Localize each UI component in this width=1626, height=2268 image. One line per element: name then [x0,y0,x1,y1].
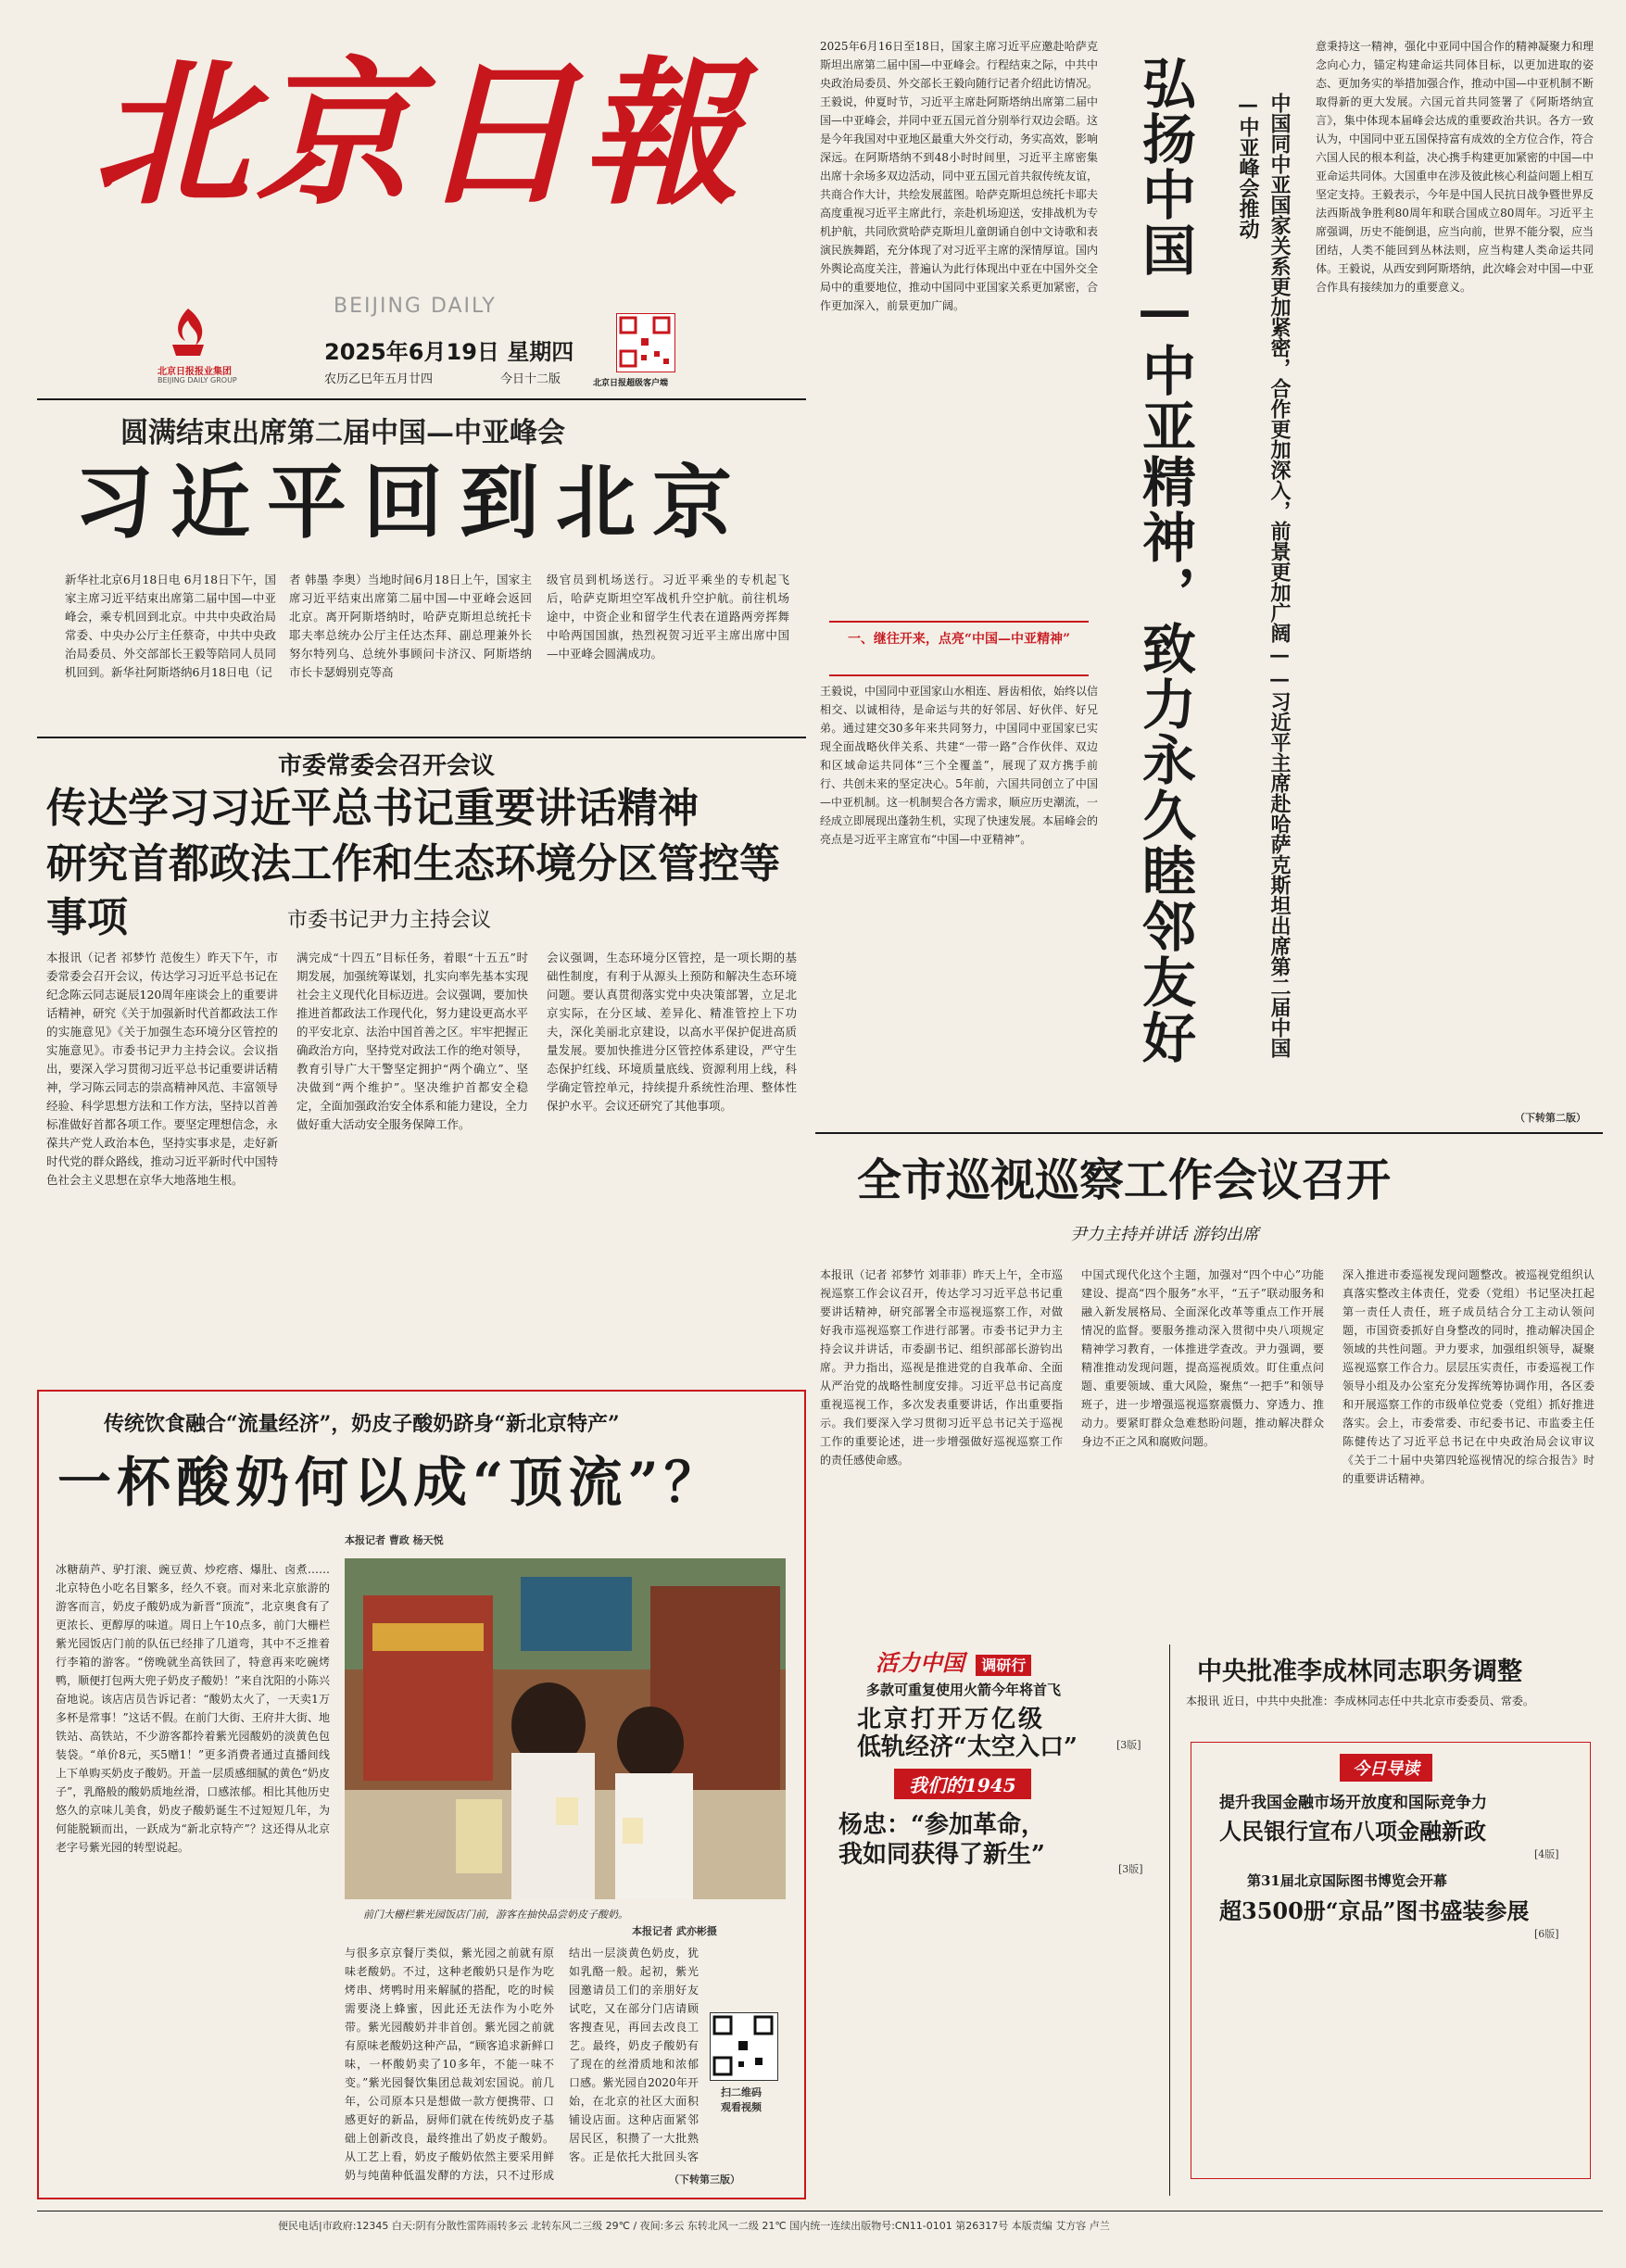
qr-caption-scan: 扫二维码 [721,2086,762,2098]
yogurt-kicker: 传统饮食融合“流量经济”，奶皮子酸奶跻身“新北京特产” [104,1412,620,1436]
yogurt-continued: （下转第三版） [669,2174,740,2186]
qr-code-icon [711,2013,775,2078]
lead-col-3: 级官员到机场送行。习近平乘坐的专机起飞后，哈萨克斯坦空军战机升空护航。前往机场途中，中资企业和留学生代表在道路两旁挥舞中哈两国国旗，热烈祝贺习近平主席出席中国—中亚峰会圆满成功。 [547,573,789,661]
vitality-headline-1: 北京打开万亿级 [857,1706,1046,1733]
anniversary-box[interactable] [820,1765,1158,1876]
vitality-sub: 多款可重复使用火箭今年将首飞 [866,1682,1062,1698]
vitality-label-tag: 调研行 [976,1655,1031,1676]
guide-item-2[interactable]: 超3500册“京品”图书盛装参展 [1219,1897,1530,1924]
yogurt-video-qr[interactable] [710,2012,778,2081]
masthead [56,19,815,408]
inspection-col-2: 中国式现代化这个主题，加强对“四个中心”功能建设、提高“四个服务”水平，“五子”联动服务和融入新发展格局、全面深化改革等重点工作开展情况的监督。要服务推动深入贯彻中央八项规定精神学习教育，一体推进学查改。尹力强调，要精准推动发现问题，提高巡视质效。盯住重点问题、重要领域、重大风险，聚焦“一把手”和领导班子，进一步增强巡视巡察震慑力、穿透力、推动力。要紧盯群众急难愁盼问题，推动解决群众身边不正之风和腐败问题。 [1081,1268,1324,1448]
masthead-divider [37,398,806,400]
committee-headline-2: 研究首都政法工作和生态环境分区管控等事项 [46,840,780,941]
anniversary-headline-1: 杨忠：“参加革命， [838,1811,1045,1839]
lunar-date: 农历乙巳年五月廿四 [324,372,434,386]
qr-caption: 北京日报超级客户端 [593,379,669,388]
committee-story [37,741,806,1390]
page-count: 今日十二版 [500,372,561,386]
yogurt-col-2: 与很多京京餐厅类似，紫光园之前就有原味老酸奶。不过，这种老酸奶只是作为吃烤串、烤鸭时用来解腻的搭配，吃的时候需要浇上蜂蜜，因此还无法作为小吃外带。紫光园酸奶并非首创。紫光园之前就有原味老酸奶这种产品，“顾客追求新鲜口味，一杯酸奶卖了10多年，不能一味不变。”紫光园餐饮集团总裁刘宏国说。前几年，公司原本只是想做一款方便携带、口感更好的新品，厨师们就在传统奶皮子基础上创新改良，最终推出了奶皮子酸奶。从工艺上看，奶皮子酸奶依然主要采用鲜奶与纯菌种低温发酵的方法，只不过形成 [345,1947,554,2182]
yogurt-photo [345,1558,786,1899]
committee-kicker: 市委常委会召开会议 [278,752,496,780]
vitality-box[interactable] [820,1644,1158,1761]
yogurt-photo-caption: 前门大栅栏紫光园饭店门前，游客在抽快品尝奶皮子酸奶。 [363,1909,628,1921]
section-label-text: 一、继往开来，点亮“中国—中亚精神” [847,632,1071,647]
appointment-story [1179,1640,1600,1732]
guide-item-1-page: [4版] [1534,1848,1559,1860]
vitality-page: [3版] [1116,1739,1141,1751]
inspection-subhead: 尹力主持并讲话 游钧出席 [1070,1225,1259,1244]
inspection-headline: 全市巡视巡察工作会议召开 [857,1154,1392,1206]
inspection-col-3: 深入推进市委巡视发现问题整改。被巡视党组织认真落实整改主体责任，党委（党组）书记坚决扛起第一责任人责任，班子成员结合分工主动认领问题，市国资委抓好自身整改的同时，推动解决国企领域的共性问题。尹力要求，加强组织领导，凝聚巡视巡察工作合力。层层压实责任，市委巡视工作领导小组及办公室充分发挥统筹协调作用，各区委和开展巡察工作的市级单位党委（党组）抓好推进落实。会上，市委常委、市纪委书记、市监委主任陈健传达了习近平总书记在中央政治局会议审议《关于二十届中央第四轮巡视情况的综合报告》时的重要讲话精神。 [1342,1268,1594,1485]
yogurt-photo-credit: 本报记者 武亦彬摄 [632,1925,717,1937]
group-name: 北京日报报业集团 [158,367,232,377]
guide-item-2-page: [6版] [1534,1928,1559,1940]
street-scene-photo [345,1558,786,1899]
qr-caption-watch: 观看视频 [721,2101,762,2113]
commentary-section-label [829,621,1089,676]
issue-date: 2025年6月19日 星期四 [324,339,574,365]
yogurt-feature [37,1390,806,2199]
guide-title: 今日导读 [1340,1754,1432,1782]
vitality-label [876,1644,1031,1677]
commentary-subhead: 中国同中亚国家关系更加紧密，合作更加深入，前景更加广阔——习近平主席赴哈萨克斯坦出席第二届中国—中亚峰会推动 [1236,93,1292,1058]
commentary-continued: （下转第二版） [1515,1112,1586,1124]
masthead-title-en: BEIJING DAILY [334,295,497,318]
group-name-en: BEIJING DAILY GROUP [158,376,237,384]
vitality-headline-2: 低轨经济“太空入口” [857,1733,1078,1761]
committee-col-3: 会议强调，生态环境分区管控，是一项长期的基础性制度，有利于从源头上预防和解决生态环境问题。要认真贯彻落实党中央决策部署，立足北京实际，在分区域、差异化、精准管控上下功夫，深化美丽北京建设，以高水平保护促进高质量发展。要加快推进分区管控体系建设，严守生态保护红线、环境质量底线、资源利用上线，科学确定管控单元，持续提升系统性治理、整体性保护水平。会议还研究了其他事项。 [547,951,797,1113]
today-guide [1191,1742,1591,2179]
appointment-headline: 中央批准李成林同志职务调整 [1197,1657,1522,1686]
committee-subhead: 市委书记尹力主持会议 [287,909,492,932]
inspection-col-1: 本报讯（记者 祁梦竹 刘菲菲）昨天上午，全市巡视巡察工作会议召开，传达学习习近平总书记重要讲话精神，研究部署全市巡视巡察工作，对做好我市巡视巡察工作进行部署。市委书记尹力主持会议并讲话，市委副书记、组织部部长游钧出席。尹力指出，巡视是推进党的自我革命、全面从严治党的战略性制度安排。习近平总书记高度重视巡视工作，多次发表重要讲话，作出重要指示。我们要深入学习贯彻习近平总书记关于巡视工作的重要论述，进一步增强做好巡视巡察工作的责任感使命感。 [820,1268,1063,1467]
inspection-story [820,1140,1598,1640]
lead-col-2: 者 韩墨 李奥）当地时间6月18日上午，国家主席习近平结束出席第二届中国—中亚峰会返回北京。离开阿斯塔纳时，哈萨克斯坦总统托卡耶夫率总统办公厅主任达杰拜、副总理兼外长努尔特列乌、总统外事顾问卡济汉、阿斯塔纳市长卡瑟姆别克等高 [289,573,532,679]
lead-divider [37,737,806,738]
yogurt-col-3: 结出一层淡黄色奶皮，犹如乳酪一般。起初，紫光园邀请员工们的亲朋好友试吃，又在部分门店请顾客搜查见，再回去改良工艺。最终，奶皮子酸奶有了现在的丝滑质地和浓郁口感。紫光园自2020年开始，在北京的社区大面积铺设店面。这种店面紧邻居民区，积攒了一大批熟客。正是依托大批回头客 [569,1947,699,2163]
lead-col-1: 新华社北京6月18日电 6月18日下午，国家主席习近平结束出席第二届中国—中亚峰会，乘专机回到北京。中共中央政治局常委、中央办公厅主任蔡奇，中共中央政治局委员、外交部部长王毅等陪同人员同机回到。新华社阿斯塔纳6月18日电（记 [65,573,276,679]
yogurt-byline: 本报记者 曹政 杨天悦 [345,1534,444,1546]
group-logo [165,304,211,359]
guide-item-2-sub[interactable]: 第31届北京国际图书博览会开幕 [1247,1872,1447,1889]
right-divider [815,1132,1603,1134]
guide-item-1-sub[interactable]: 提升我国金融市场开放度和国际竞争力 [1219,1794,1487,1812]
flame-logo-icon [165,304,211,359]
footer-info: 便民电话|市政府:12345 白天:阴有分散性雷阵雨转多云 北转东风二三级 29℃ / 夜间:多云 东转北风一二级 21℃ 国内统一连续出版物号:CN11-0101 第26317号 本版责编 艾方容 卢兰 [278,2220,1110,2232]
lead-kicker: 圆满结束出席第二届中国—中亚峰会 [120,417,565,449]
guide-item-1[interactable]: 人民银行宣布八项金融新政 [1219,1818,1486,1845]
commentary-col-left: 2025年6月16日至18日，国家主席习近平应邀赴哈萨克斯坦出席第二届中国—中亚峰会。行程结束之际，中共中央政治局委员、外交部长王毅向随行记者介绍此访情况。王毅说，仲夏时节，习近平主席赴阿斯塔纳出席第二届中国—中亚峰会，并同中亚五国元首分别举行双边会晤。这是今年我国对中亚地区最重大外交行动，务实高效，影响深远。在阿斯塔纳不到48小时时间里，习近平主席密集出席十余场多双边活动，同中亚五国元首共叙传统友谊，共商合作大计，共绘发展蓝图。哈萨克斯坦总统托卡耶夫高度重视习近平主席此行，亲赴机场迎送，安排战机为专机护航，共同欣赏哈萨克斯坦儿童朗诵自创中文诗歌和表演民族舞蹈，充分体现了对习近平主席的深情厚谊。国内外舆论高度关注，普遍认为此行体现出中亚在中国外交全局中的重要地位，推动中国同中亚国家关系更加紧密，合作更加深入，前景更加广阔。 [820,40,1098,312]
commentary-col-left-2: 王毅说，中国同中亚国家山水相连、唇齿相依，始终以信相交、以诚相待，是命运与共的好邻居、好伙伴、好兄弟。通过建交30多年来共同努力，中国同中亚国家已实现全面战略伙伴关系、共建“一带一路”合作伙伴、双边和区域命运共同体“三个全覆盖”，展现了双方携手前行、共创未来的坚定决心。5年前，六国共同创立了中国—中亚机制。这一机制契合各方需求，顺应历史潮流，一经成立即展现出蓬勃生机，实现了快速发展。本届峰会的亮点是习近平主席宣布“中国—中亚精神”。 [820,685,1098,846]
anniversary-page: [3版] [1118,1863,1143,1875]
anniversary-label: 我们的1945 [894,1769,1031,1799]
masthead-title: 北京日報 [93,42,746,227]
commentary-headline: 弘扬中国—中亚精神，致力永久睦邻友好 [1133,56,1196,1065]
appointment-text: 本报讯 近日，中共中央批准：李成林同志任中共北京市委委员、常委。 [1186,1695,1534,1707]
vitality-label-main: 活力中国 [876,1649,964,1676]
qr-code-icon [617,314,673,370]
lead-headline: 习近平回到北京 [74,456,749,549]
commentary-col-right: 意秉持这一精神，强化中亚同中国合作的精神凝聚力和理念向心力，锚定构建命运共同体目标，以更加进取的姿态、更加务实的举措加强合作，推动中国—中亚机制不断取得新的更大发展。六国元首共同签署了《阿斯塔纳宣言》，集中体现本届峰会达成的重要政治共识。各方一致认为，中国同中亚五国保持富有成效的全方位合作，符合六国人民的根本利益，决心携手构建更加紧密的中国—中亚命运共同体。大国重申在涉及彼此核心利益问题上相互坚定支持。王毅表示，今年是中国人民抗日战争暨世界反法西斯战争胜利80周年和联合国成立80周年。习近平主席强调，历史不能倒退，应当向前，世界不能分裂，应当团结，人类不能回到丛林法则，应当构建人类命运共同体。王毅说，从西安到阿斯塔纳，此次峰会对中国—中亚合作具有接续加力的重要意义。 [1316,40,1594,294]
committee-col-1: 本报讯（记者 祁梦竹 范俊生）昨天下午，市委常委会召开会议，传达学习习近平总书记在纪念陈云同志诞辰120周年座谈会上的重要讲话精神，研究《关于加强新时代首都政法工作的实施意见》《关于加强生态环境分区管控的实施意见》。市委书记尹力主持会议。会议指出，要深入学习贯彻习近平总书记重要讲话精神，学习陈云同志的崇高精神风范、丰富领导经验、科学思想方法和工作方法，坚持以首善标准做好首都各项工作。要坚定理想信念，永葆共产党人政治本色，坚持实事求是，走好新时代党的群众路线，推动习近平新时代中国特色社会主义思想在京华大地落地生根。 [46,951,278,1187]
lead-story [37,408,806,741]
anniversary-headline-2: 我如同获得了新生” [838,1841,1045,1869]
bottom-right-vertical-divider [1169,1644,1170,2196]
committee-col-2: 满完成“十四五”目标任务，着眼“十五五”时期发展，加强统筹谋划，扎实向率先基本实现社会主义现代化目标迈进。会议强调，要加快推进首都政法工作现代化，努力建设更高水平的平安北京、法治中国首善之区。牢牢把握正确政治方向，坚持党对政法工作的绝对领导，教育引导广大干警坚定拥护“两个确立”、坚决做到“两个维护”。坚决维护首都安全稳定，全面加强政治安全体系和能力建设，全力做好重大活动安全服务保障工作。 [296,951,528,1131]
client-qr-code[interactable] [616,313,675,372]
yogurt-headline: 一杯酸奶何以成“顶流”？ [57,1451,724,1514]
yogurt-col-1: 冰糖葫芦、驴打滚、豌豆黄、炒疙瘩、爆肚、卤煮……北京特色小吃名目繁多，经久不衰。而对来北京旅游的游客而言，奶皮子酸奶成为新晋“顶流”，北京奥食有了更浓长、更醇厚的味道。周日上午10点多，前门大栅栏紫光园饭店门前的队伍已经排了几道弯，其中不乏推着行李箱的游客。“傍晚就坐高铁回了，特意再来吃碗烤鸭，顺便打包两大兜子奶皮子酸奶！”来自沈阳的小陈兴奋地说。该店店员告诉记者：“酸奶太火了，一天卖1万多杯是常事！”这话不假。在前门大街、王府井大街、地铁站、高铁站，不少游客都拎着紫光园酸奶的淡黄色包装袋。“单价8元，买5赠1！”更多消费者通过直播间线上下单购买奶皮子酸奶。开盖一层质感细腻的黄色“奶皮子”，乳酪般的酸奶质地丝滑，口感浓郁。相比其他历史悠久的京味儿美食，奶皮子酸奶诞生不过短短几年，为何能脱颖而出，一跃成为“新北京特产”？这还得从北京老字号紫光园的转型说起。 [56,1563,330,1854]
committee-headline-1: 传达学习习近平总书记重要讲话精神 [46,785,699,832]
commentary-story [820,19,1598,1135]
